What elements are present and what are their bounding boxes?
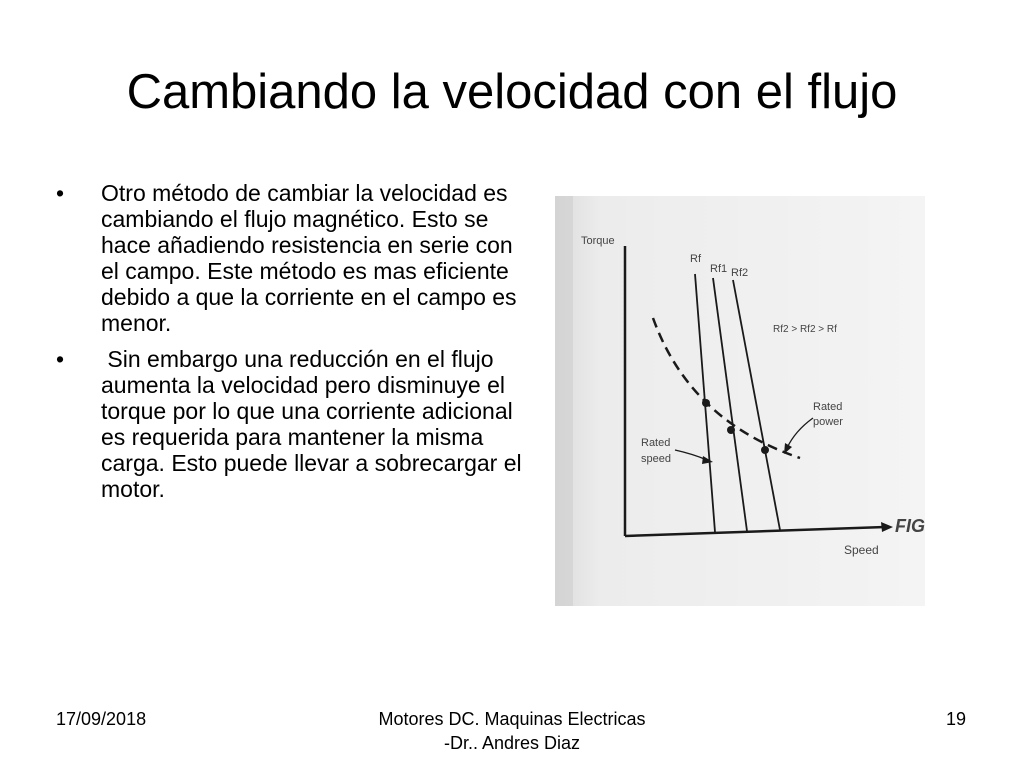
figure-left-shadow	[555, 196, 573, 606]
figure-caption: FIG	[895, 516, 925, 536]
x-axis-label: Speed	[844, 543, 879, 557]
bullet-list	[56, 180, 529, 512]
y-axis-label: Torque	[581, 235, 615, 247]
operating-point	[727, 426, 735, 434]
operating-point	[761, 446, 769, 454]
operating-point	[702, 399, 710, 407]
rated-power-label-line1: Rated	[813, 401, 843, 413]
label-rf1: Rf1	[710, 263, 728, 275]
footer-course-title: Motores DC. Maquinas Electricas	[378, 709, 646, 729]
bullet-text: Sin embargo una reducción en el flujo aumenta la velocidad pero disminuye el torque por lo que una corriente adicional es requerida para mantener la misma carga. Esto puede llevar a sobrecargar el motor.	[101, 346, 529, 502]
rated-speed-label-line2: speed	[641, 453, 671, 465]
bullet-text: Otro método de cambiar la velocidad es cambiando el flujo magnético. Esto se hace añadiendo resistencia en serie con el campo. Este método es mas eficiente debido a que la corriente en el campo es menor.	[101, 180, 517, 336]
footer-course	[312, 707, 712, 755]
bullet-item	[56, 346, 529, 502]
footer-course-author: -Dr.. Andres Diaz	[443, 733, 581, 753]
footer-date: 17/09/2018	[56, 709, 147, 729]
page-number: 19	[945, 709, 966, 729]
rated-speed-label-line1: Rated	[641, 437, 671, 449]
label-rf: Rf	[690, 253, 701, 265]
relation-label: Rf2 > Rf2 > Rf	[773, 324, 837, 335]
bullet-marker: •	[56, 180, 65, 206]
bullet-item	[56, 180, 526, 336]
bullet-marker: •	[56, 346, 65, 372]
rated-power-label-line2: power	[813, 416, 843, 428]
torque-speed-figure	[555, 196, 925, 606]
label-rf2: Rf2	[731, 267, 749, 279]
slide-title: Cambiando la velocidad con el flujo	[126, 65, 898, 119]
